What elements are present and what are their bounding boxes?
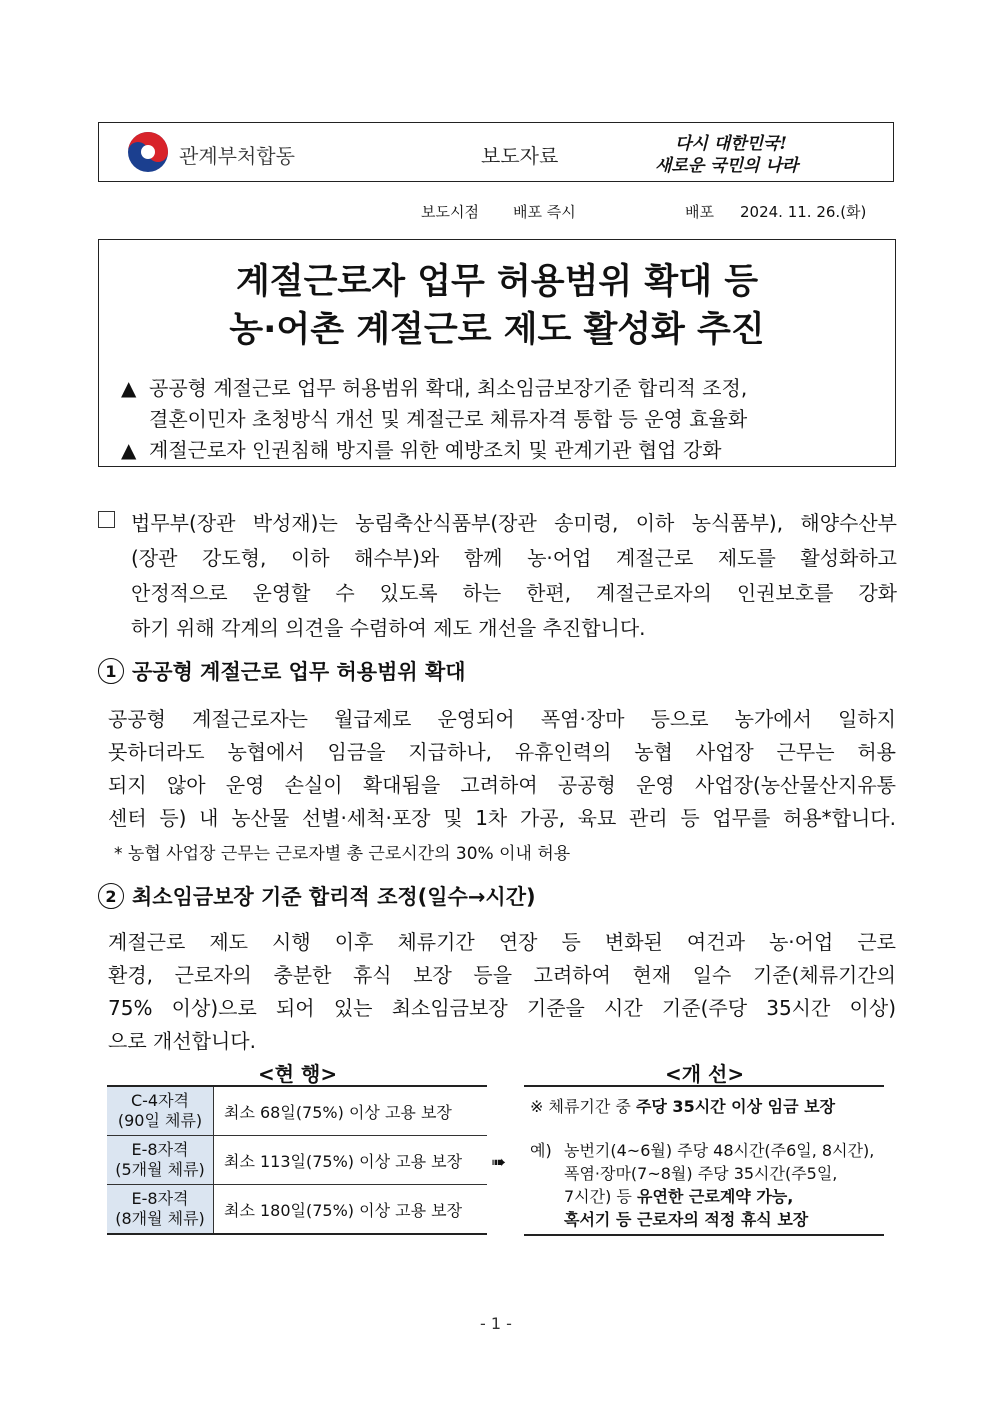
example-line3-bold: 유연한 근로계약 가능, <box>636 1187 794 1206</box>
visa-type-cell <box>107 1185 214 1235</box>
section1-heading <box>98 656 466 686</box>
circled-number: 2 <box>98 883 124 909</box>
org-name: 관계부처합동 <box>179 144 295 168</box>
press-header <box>98 122 894 182</box>
slogan-line2: 새로운 국민의 나라 <box>655 156 799 176</box>
example-line2: 폭염·장마(7~8월) 주당 35시간(주5일, <box>564 1164 838 1183</box>
intro-line4: 하기 위해 각계의 의견을 수렴하여 제도 개선을 추진합니다. <box>131 616 646 640</box>
example-prefix: 예) <box>530 1141 552 1160</box>
table-row <box>107 1086 487 1136</box>
release-time-value: 배포 즉시 <box>513 203 576 221</box>
summary-item-1 <box>121 372 747 401</box>
stay-period: (8개월 체류) <box>115 1209 205 1228</box>
intro-line2: (장관 강도형, 이하 해수부)와 함께 농·어업 계절근로 제도를 활성화하고 <box>131 546 897 570</box>
current-label: <현 행> <box>258 1062 338 1086</box>
new-policy-bold: 주당 35시간 이상 임금 보장 <box>635 1097 836 1116</box>
headline-line2: 농·어촌 계절근로 제도 활성화 추진 <box>229 310 765 350</box>
section2-line1: 계절근로 제도 시행 이후 체류기간 연장 등 변화된 여건과 농·어업 근로 <box>108 930 896 954</box>
headline-line1: 계절근로자 업무 허용범위 확대 등 <box>235 262 759 302</box>
summary-item-1-line2: 결혼이민자 초청방식 개선 및 계절근로 체류자격 통합 등 운영 효율화 <box>149 407 748 431</box>
summary-item-2 <box>121 434 722 463</box>
intro-line1: 법무부(장관 박성재)는 농림축산식품부(장관 송미령, 이하 농식품부), 해양수산부 <box>131 511 897 535</box>
release-date-label: 배포 <box>685 203 714 221</box>
summary-item-1-line1: 공공형 계절근로 업무 허용범위 확대, 최소임금보장기준 합리적 조정, <box>149 376 748 400</box>
section1-line4: 센터 등) 내 농산물 선별·세척·포장 및 1차 가공, 육묘 관리 등 업무를 허용*합니다. <box>108 806 896 830</box>
stay-period: (90일 체류) <box>117 1111 203 1130</box>
guarantee-cell: 최소 113일(75%) 이상 고용 보장 <box>214 1136 488 1185</box>
example-line1: 농번기(4~6월) 주당 48시간(주6일, 8시간), <box>564 1141 875 1160</box>
right-arrow-icon: ➠ <box>491 1152 507 1173</box>
example-line4: 혹서기 등 근로자의 적정 휴식 보장 <box>564 1210 809 1229</box>
example-line3 <box>564 1184 793 1207</box>
current-policy-table <box>107 1085 487 1235</box>
government-emblem-icon <box>127 131 169 173</box>
triangle-bullet-icon: ▲ <box>121 376 137 400</box>
checkbox-square-icon <box>98 511 115 528</box>
headline-box <box>98 239 896 467</box>
section1-line3: 되지 않아 운영 손실이 확대됨을 고려하여 공공형 운영 사업장(농산물산지유통 <box>108 773 896 797</box>
section1-title: 공공형 계절근로 업무 허용범위 확대 <box>132 660 466 684</box>
intro-line3: 안정적으로 운영할 수 있도록 하는 한편, 계절근로자의 인권보호를 강화 <box>131 581 897 605</box>
section2-line4: 으로 개선합니다. <box>108 1029 256 1053</box>
visa-type-cell <box>107 1136 214 1185</box>
visa-type-cell <box>107 1086 214 1136</box>
table-row <box>107 1185 487 1235</box>
visa-type: C-4자격 <box>130 1091 190 1110</box>
new-policy-box <box>524 1085 884 1236</box>
new-label: <개 선> <box>665 1062 745 1086</box>
summary-item-2-text: 계절근로자 인권침해 방지를 위한 예방조치 및 관계기관 협업 강화 <box>149 438 722 462</box>
press-release-label: 보도자료 <box>481 144 559 168</box>
visa-type: E-8자격 <box>131 1140 189 1159</box>
guarantee-cell: 최소 180일(75%) 이상 고용 보장 <box>214 1185 488 1235</box>
section2-title: 최소임금보장 기준 합리적 조정(일수→시간) <box>132 885 536 909</box>
new-policy-mark: ※ 체류기간 중 <box>530 1097 631 1116</box>
section1-footnote: * 농협 사업장 근무는 근로자별 총 근로시간의 30% 이내 허용 <box>114 844 571 864</box>
circled-number: 1 <box>98 658 124 684</box>
slogan <box>655 129 845 175</box>
section2-heading <box>98 881 536 911</box>
table-row <box>107 1136 487 1185</box>
visa-type: E-8자격 <box>131 1189 189 1208</box>
guarantee-cell: 최소 68일(75%) 이상 고용 보장 <box>214 1086 488 1136</box>
section1-line1: 공공형 계절근로자는 월급제로 운영되어 폭염·장마 등으로 농가에서 일하지 <box>108 707 896 731</box>
release-date-value: 2024. 11. 26.(화) <box>740 203 867 221</box>
section2-line2: 환경, 근로자의 충분한 휴식 보장 등을 고려하여 현재 일수 기준(체류기간의 <box>108 963 896 987</box>
release-time-label: 보도시점 <box>421 203 479 221</box>
stay-period: (5개월 체류) <box>115 1160 205 1179</box>
slogan-line1: 다시 대한민국! <box>675 134 787 154</box>
page-number: - 1 - <box>480 1314 512 1333</box>
new-policy-summary <box>530 1094 835 1117</box>
section2-line3: 75% 이상)으로 되어 있는 최소임금보장 기준을 시간 기준(주당 35시간 이상) <box>108 996 896 1020</box>
triangle-bullet-icon: ▲ <box>121 438 137 462</box>
section1-line2: 못하더라도 농협에서 임금을 지급하나, 유휴인력의 농협 사업장 근무는 허용 <box>108 740 896 764</box>
example-line3-text: 7시간) 등 <box>564 1187 632 1206</box>
